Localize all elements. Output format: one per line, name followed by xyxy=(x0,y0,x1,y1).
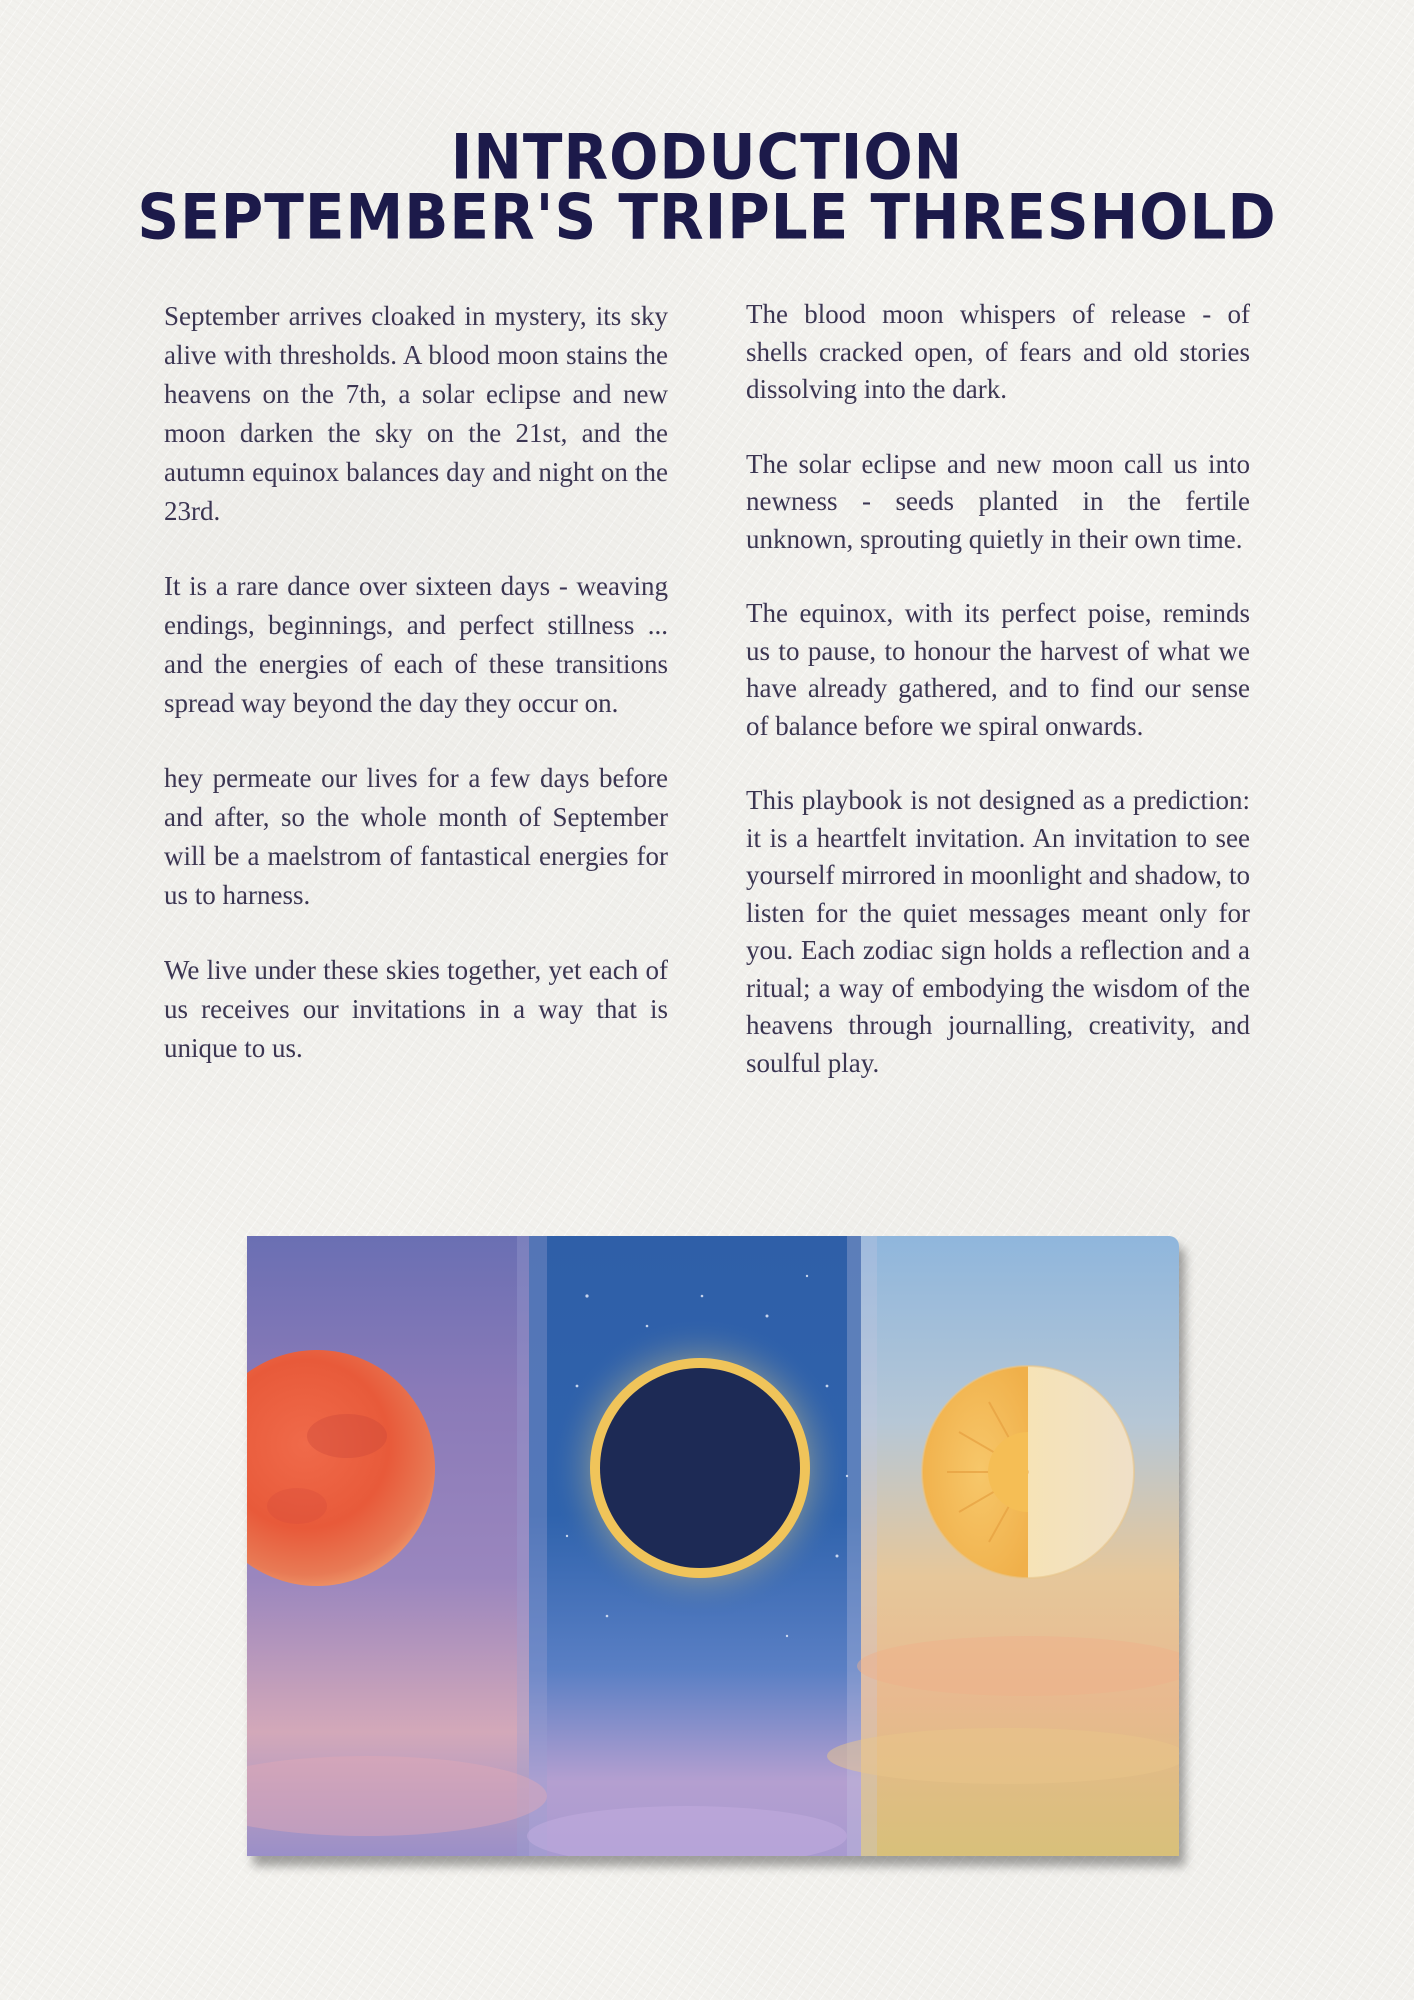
title-line-subtitle: SEPTEMBER'S TRIPLE THRESHOLD xyxy=(137,180,1277,254)
paragraph: It is a rare dance over sixteen days - weaving endings, beginnings, and perfect stillness ... and the energies of each of these transitions spread way beyond the day they occur on. xyxy=(164,571,668,718)
celestial-triptych-image xyxy=(247,1236,1179,1856)
equinox-sun-moon xyxy=(922,1366,1134,1578)
right-text-column xyxy=(746,296,1250,1119)
page-title xyxy=(0,120,1414,254)
title-line-introduction: INTRODUCTION xyxy=(450,120,964,194)
paragraph: The solar eclipse and new moon call us into newness - seeds planted in the fertile unknown, sprouting quietly in their own time. xyxy=(746,448,1250,554)
watercolor-illustration xyxy=(247,1236,1179,1856)
paragraph: We live under these skies together, yet each of us receives our invitations in a way that is unique to us. xyxy=(164,955,668,1063)
paragraph: This playbook is not designed as a prediction: it is a heartfelt invitation. An invitation to see yourself mirrored in moonlight and shadow, to listen for the quiet messages meant only for you. Each zodiac sign holds a reflection and a ritual; a way of embodying the wisdom of the heavens through journalling, creativity, and soulful play. xyxy=(746,785,1250,1078)
paragraph: The blood moon whispers of release - of shells cracked open, of fears and old stories dissolving into the dark. xyxy=(746,299,1250,404)
paragraph: September arrives cloaked in mystery, its sky alive with thresholds. A blood moon stains the heavens on the 7th, a solar eclipse and new moon darken the sky on the 21st, and the autumn equinox balances day and night on the 23rd. xyxy=(164,301,668,526)
left-text-column xyxy=(164,297,668,1104)
paragraph: hey permeate our lives for a few days before and after, so the whole month of September will be a maelstrom of fantastical energies for us to harness. xyxy=(164,763,668,910)
paragraph: The equinox, with its perfect poise, reminds us to pause, to honour the harvest of what we have already gathered, and to find our sense of balance before we spiral onwards. xyxy=(746,598,1250,741)
